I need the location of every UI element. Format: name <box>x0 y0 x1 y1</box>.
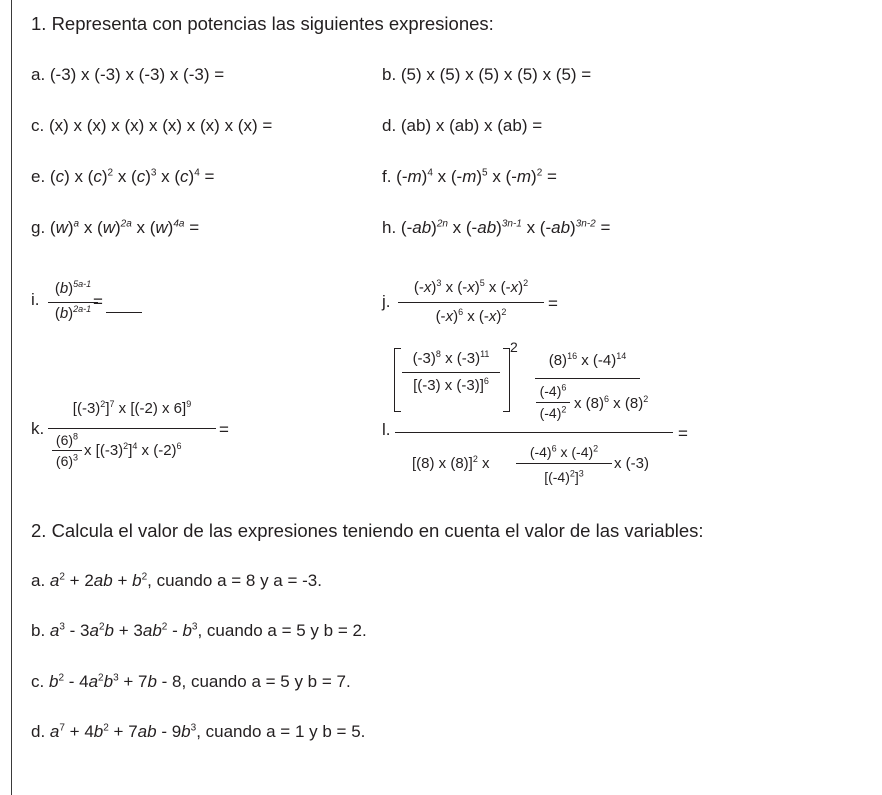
exercise-1j-equals: = <box>548 294 558 313</box>
exercise-1l-bracket-fraction-bar <box>402 372 500 373</box>
exercise-2d: d. $a^7 + 4b^2 + 7ab - 9b^3$, cuando a = 1 y b = 5. <box>31 722 366 741</box>
exercise-1l-right-fraction-bar <box>535 378 640 379</box>
exercise-1f: f. $(-m)^4$ x $(-m)^5$ x $(-m)^2$ = <box>382 167 557 186</box>
exercise-1e: e. (c) x $(c)^2$ x $(c)^3$ x $(c)^4$ = <box>31 167 215 186</box>
exercise-1i-equals: = <box>93 292 103 311</box>
exercise-1l-denominator-inner-denominator: $[(-4)^2]^3$ <box>544 468 584 485</box>
exercise-1l-denominator-inner-numerator: $(-4)^6$ x $(-4)^2$ <box>529 443 599 460</box>
exercise-1l-right-numerator-top: $(8)^{16}$ x $(-4)^{14}$ <box>548 351 627 369</box>
exercise-1c: c. (x) x (x) x (x) x (x) x (x) x (x) = <box>31 116 273 135</box>
exercise-1l-left-bracket <box>394 348 401 412</box>
exercise-2c: c. $b^2 - 4a^2b^3 + 7b - 8$, cuando a = 5 y b = 7. <box>31 672 351 691</box>
left-margin-line <box>11 0 12 795</box>
exercise-1i-numerator: $(b)^{5a-1}$ <box>54 279 92 297</box>
section-2-title: 2. Calcula el valor de las expresiones teniendo en cuenta el valor de las variables: <box>31 520 704 541</box>
exercise-1j-fraction-bar <box>398 302 544 303</box>
exercise-1l-bracket-denominator: [(-3) x (-3)]$^6$ <box>413 376 489 394</box>
exercise-1l-label: l. <box>382 420 391 439</box>
exercise-1k-denominator-rest: x $[(-3)^2]^4$ x $(-2)^6$ <box>84 441 182 459</box>
exercise-1k-inner-denominator: $(6)^3$ <box>55 452 79 469</box>
exercise-1i-denominator: $(b)^{2a-1}$ <box>54 304 92 322</box>
exercise-1l-right-denominator-rest: x $(8)^6$ x $(8)^2$ <box>574 394 649 412</box>
exercise-1j-label: j. <box>382 292 391 311</box>
exercise-1l-bracket-exponent: 2 <box>510 339 518 355</box>
exercise-1l-main-fraction-bar <box>395 432 673 433</box>
exercise-2b: b. $a^3 - 3a^2b + 3ab^2 - b^3$, cuando a = 5 y b = 2. <box>31 621 367 640</box>
exercise-1i-label: i. <box>31 290 40 309</box>
exercise-1k-inner-fraction-bar <box>52 450 82 451</box>
exercise-2a: a. $a^2 + 2ab + b^2$, cuando a = 8 y a = -3. <box>31 571 322 590</box>
exercise-1l-equals: = <box>678 424 688 443</box>
exercise-1l-bracket-numerator: $(-3)^8$ x $(-3)^{11}$ <box>412 349 490 367</box>
exercise-1a: a. (-3) x (-3) x (-3) x (-3) = <box>31 65 225 84</box>
exercise-1k-inner-numerator: $(6)^8$ <box>55 431 79 448</box>
exercise-1l-denominator-right: x (-3) <box>614 455 649 472</box>
exercise-1i-answer-line <box>106 312 142 313</box>
exercise-1k-equals: = <box>219 420 229 439</box>
exercise-1k-label: k. <box>31 419 45 438</box>
exercise-1d: d. (ab) x (ab) x (ab) = <box>382 116 543 135</box>
exercise-1l-small-fraction-bar <box>536 402 570 403</box>
exercise-1l-small-denominator: $(-4)^2$ <box>539 404 567 421</box>
exercise-1k-fraction-bar <box>48 428 216 429</box>
exercise-1g: g. $(w)^a$ x $(w)^{2a}$ x $(w)^{4a}$ = <box>31 218 200 237</box>
exercise-1k-numerator: $[(-3)^2]^7$ x [(-2) x 6]$^9$ <box>72 399 192 417</box>
exercise-1l-right-bracket <box>503 348 510 412</box>
exercise-1j-denominator: $(-x)^6$ x $(-x)^2$ <box>435 307 507 325</box>
exercise-1j-numerator: $(-x)^3$ x $(-x)^5$ x $(-x)^2$ <box>413 278 529 296</box>
section-1-title: 1. Representa con potencias las siguientes expresiones: <box>31 13 494 34</box>
exercise-1h: h. $(-ab)^{2n}$ x $(-ab)^{3n-1}$ x $(-ab)^{3n-2}$ = <box>382 218 611 237</box>
exercise-1b: b. (5) x (5) x (5) x (5) x (5) = <box>382 65 592 84</box>
exercise-1l-denominator-inner-fraction-bar <box>516 463 612 464</box>
exercise-1l-small-numerator: $(-4)^6$ <box>539 382 567 399</box>
exercise-1l-denominator-left: [(8) x (8)]$^2$ x <box>412 454 490 472</box>
